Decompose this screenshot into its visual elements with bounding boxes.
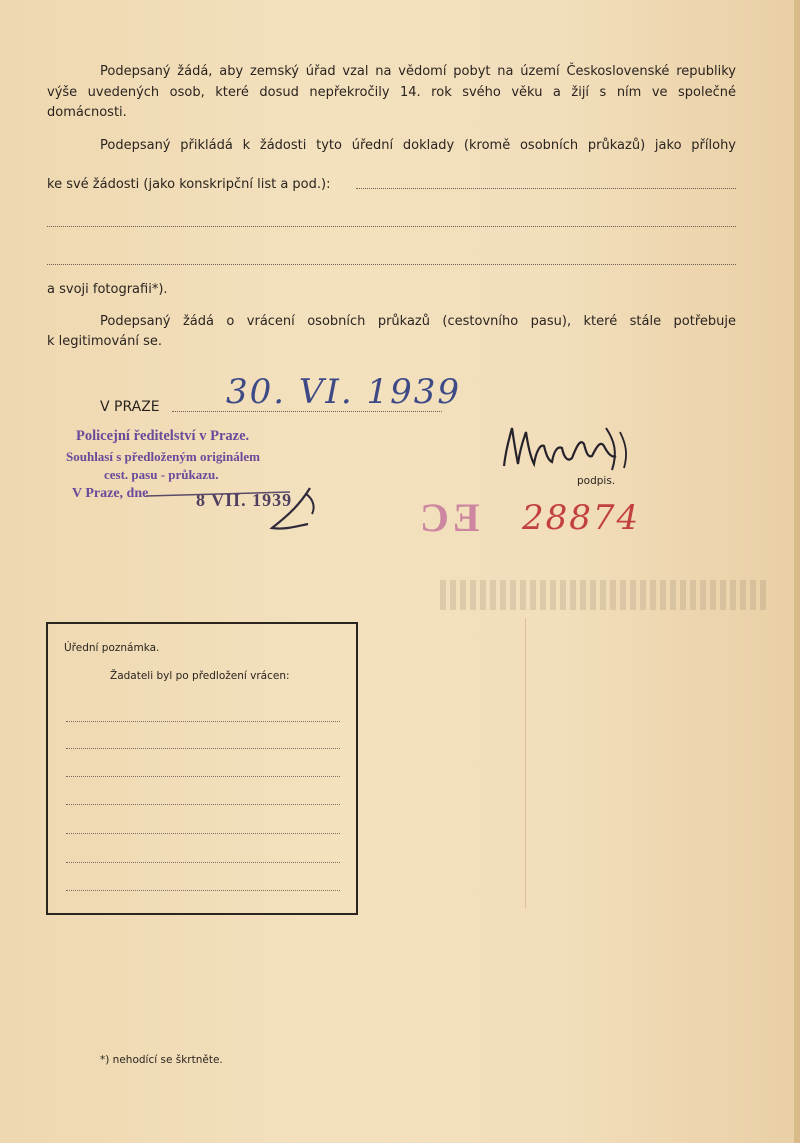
official-note-title: Úřední poznámka. bbox=[64, 642, 160, 654]
paragraph-2-line-2: ke své žádosti (jako konskripční list a pod.): bbox=[47, 177, 331, 192]
note-line bbox=[66, 776, 340, 777]
footnote: *) nehodící se škrtněte. bbox=[100, 1054, 223, 1066]
fill-line bbox=[47, 264, 736, 265]
fill-line bbox=[356, 188, 736, 189]
stamp-date: 8 VII. 1939 bbox=[196, 490, 293, 510]
bleed-through-line bbox=[525, 618, 526, 908]
paragraph-3-line-2: k legitimování se. bbox=[47, 334, 163, 349]
note-line bbox=[66, 890, 340, 891]
note-line bbox=[66, 804, 340, 805]
stamp-signature-mark bbox=[140, 484, 330, 544]
paragraph-1-line-1: Podepsaný žádá, aby zemský úřad vzal na vědomí pobyt na území Československé republiky bbox=[100, 64, 736, 79]
red-file-number: 28874 bbox=[522, 498, 641, 538]
paragraph-3-line-1: Podepsaný žádá o vrácení osobních průkazů (cestovního pasu), které stále potřebuje bbox=[100, 314, 736, 329]
stamp-line-4: V Praze, dne bbox=[72, 486, 149, 501]
official-note-box bbox=[46, 622, 358, 915]
handwritten-date: 30. VI. 1939 bbox=[226, 372, 462, 412]
page-edge bbox=[794, 0, 800, 1143]
fill-line bbox=[47, 226, 736, 227]
stamp-line-2: Souhlasí s předloženým originálem bbox=[66, 449, 260, 464]
stamp-line-1: Policejní ředitelství v Praze. bbox=[76, 428, 250, 444]
stamp-line-3: cest. pasu - průkazu. bbox=[104, 467, 219, 482]
note-line bbox=[66, 748, 340, 749]
paragraph-2-line-1: Podepsaný přikládá k žádosti tyto úřední doklady (kromě osobních průkazů) jako přílohy bbox=[100, 138, 736, 153]
signature-label: podpis. bbox=[577, 475, 616, 487]
note-line bbox=[66, 833, 340, 834]
paragraph-1-line-2: výše uvedených osob, které dosud nepřekročily 14. rok svého věku a žijí s ním ve společné bbox=[47, 85, 736, 100]
official-note-subtitle: Žadateli byl po předložení vrácen: bbox=[110, 670, 290, 682]
paragraph-1-line-3: domácnosti. bbox=[47, 105, 127, 120]
paragraph-2-end: a svoji fotografii*). bbox=[47, 282, 168, 297]
ec-stamp: EC bbox=[416, 495, 480, 540]
signature-scribble bbox=[496, 418, 636, 478]
note-line bbox=[66, 721, 340, 722]
bleed-through bbox=[440, 580, 770, 610]
place-label: V PRAZE bbox=[100, 399, 160, 415]
note-line bbox=[66, 862, 340, 863]
